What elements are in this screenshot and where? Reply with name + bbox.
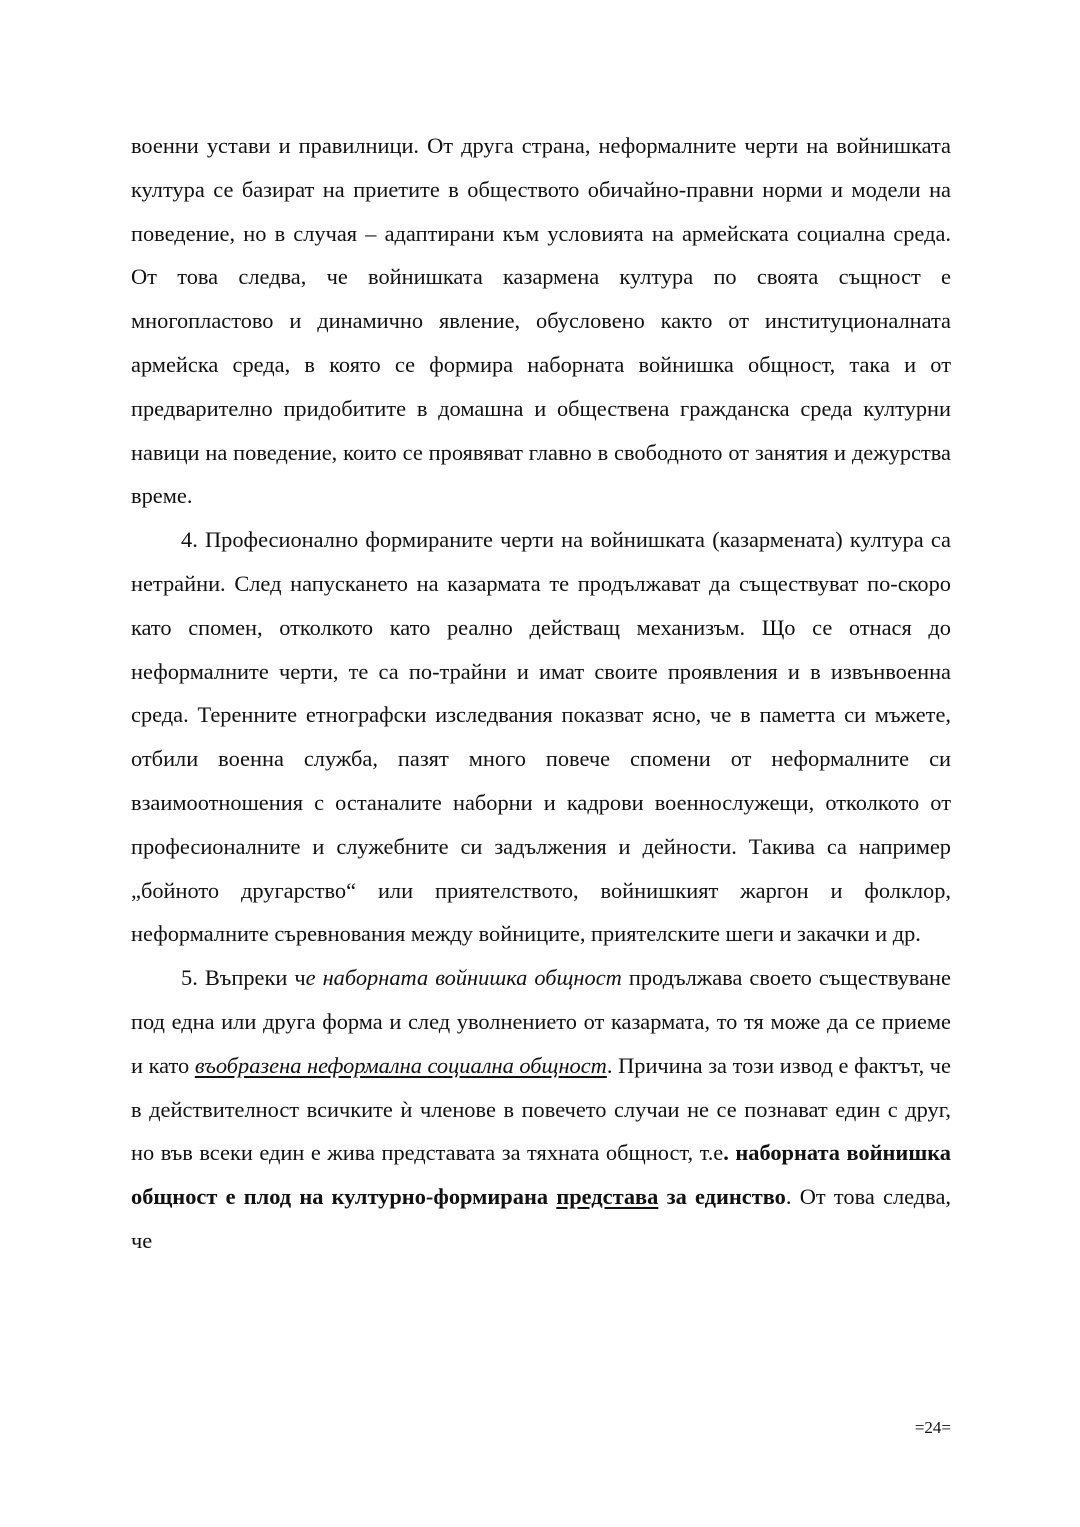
bold-statement-end: за единство [658, 1184, 786, 1210]
bold-underlined-word: представа [556, 1184, 659, 1210]
text-segment: продължава своето съществуване под една или друга форма и след уволнението от казармата, то тя може да се приеме и като [131, 965, 951, 1078]
document-body [131, 124, 951, 1263]
paragraph-continuation: военни устави и правилници. От друга страна, неформалните черти на войнишката култура се базират на приетите в обществото обичайно-правни норми и модели на поведение, но в случая – адаптирани към условията на армейската социална среда. От това следва, че войнишката казармена култура по своята същност е многопластово и динамично явление, обусловено както от институционалната армейска среда, в която се формира наборната войнишка общност, така и от предварително придобитите в домашна и обществена гражданска среда културни навици на поведение, които се проявяват главно в свободното от занятия и дежурства време. [131, 133, 951, 509]
text-segment: 5. Въпреки ч [181, 965, 306, 991]
text-segment: . Причина за този извод е фактът, че в действителност всичките ѝ членове в повечето случаи не се познават един с друг, но във всеки един е жива представата за тяхната общност, т.е [131, 1052, 951, 1166]
text-segment: . От това следва, че [131, 1184, 951, 1253]
italic-term-conscript-community: е наборната войнишка общност [305, 965, 622, 991]
page-number: =24= [914, 1418, 951, 1437]
bold-statement: . наборната войнишка общност е плод на културно-формирана [131, 1140, 951, 1210]
paragraph-point-5 [131, 956, 951, 1263]
paragraph-point-4: 4. Професионално формираните черти на войнишката (казармената) култура са нетрайни. След напускането на казармата те продължават да съществуват по-скоро като спомен, отколкото като реално действащ механизъм. Що се отнася до неформалните черти, те са по-трайни и имат своите проявления и в извънвоенна среда. Теренните етнографски изследвания показват ясно, че в паметта си мъжете, отбили военна служба, пазят много повече спомени от неформалните си взаимоотношения с останалите наборни и кадрови военнослужещи, отколкото от професионалните и служебните си задължения и дейности. Такива са например „бойното другарство“ или приятелството, войнишкият жаргон и фолклор, неформалните съревнования между войниците, приятелските шеги и закачки и др. [131, 527, 951, 947]
italic-underlined-term-imagined-community: въобразена неформална социална общност [194, 1052, 607, 1078]
